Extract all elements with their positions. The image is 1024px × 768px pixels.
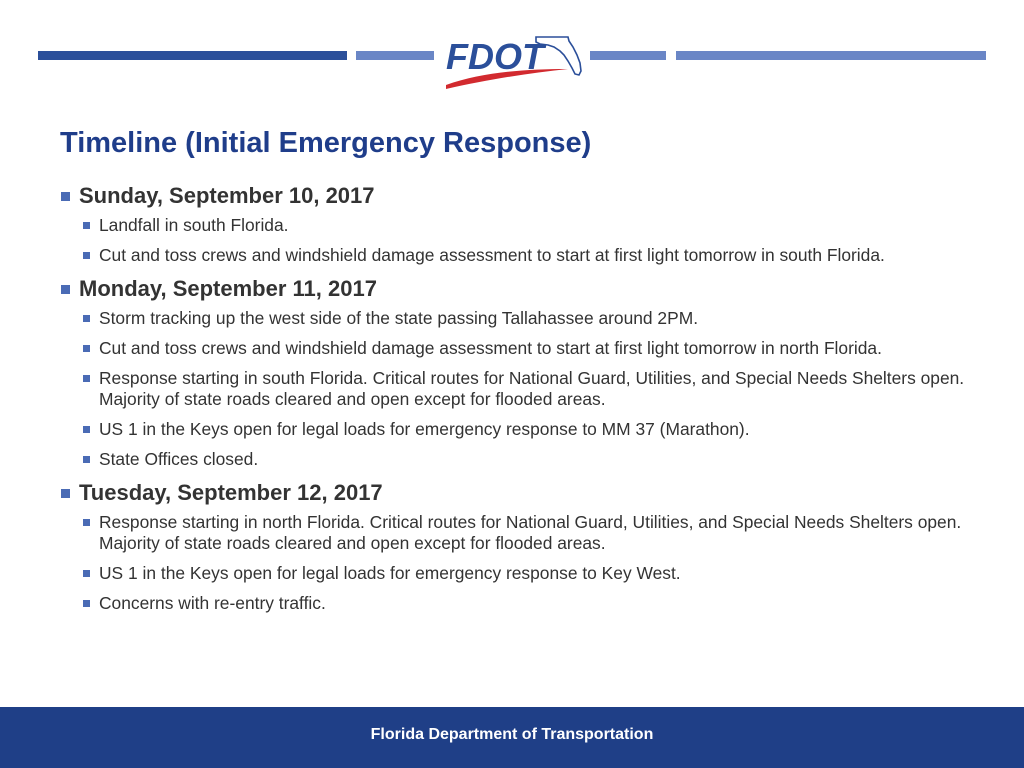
bullet-square-icon bbox=[83, 426, 90, 433]
bullet-square-icon bbox=[83, 570, 90, 577]
header-bar-right-long bbox=[676, 51, 986, 60]
list-item: Response starting in north Florida. Critical routes for National Guard, Utilities, and Special Needs Shelters open. Majority of state roads cleared and open except for flooded areas. bbox=[60, 512, 980, 554]
bullet-square-icon bbox=[83, 315, 90, 322]
bullet-square-icon bbox=[83, 600, 90, 607]
header-bar-right-short bbox=[590, 51, 666, 60]
day-tuesday bbox=[60, 479, 980, 614]
timeline-content bbox=[60, 182, 980, 623]
list-item: Cut and toss crews and windshield damage assessment to start at first light tomorrow in south Florida. bbox=[60, 245, 980, 266]
day-heading: Tuesday, September 12, 2017 bbox=[79, 480, 383, 505]
footer-bar bbox=[0, 707, 1024, 768]
list-item: Concerns with re-entry traffic. bbox=[60, 593, 980, 614]
slide-title: Timeline (Initial Emergency Response) bbox=[60, 127, 592, 159]
bullet-square-icon bbox=[83, 222, 90, 229]
bullet-square-icon bbox=[83, 456, 90, 463]
list-item: State Offices closed. bbox=[60, 449, 980, 470]
day-monday bbox=[60, 275, 980, 470]
day-heading: Sunday, September 10, 2017 bbox=[79, 183, 375, 208]
day-heading: Monday, September 11, 2017 bbox=[79, 276, 377, 301]
logo-text: FDOT bbox=[446, 36, 544, 77]
list-item: Response starting in south Florida. Critical routes for National Guard, Utilities, and Special Needs Shelters open. Majority of state roads cleared and open except for flooded areas. bbox=[60, 368, 980, 410]
list-item: Cut and toss crews and windshield damage assessment to start at first light tomorrow in north Florida. bbox=[60, 338, 980, 359]
header-bar-left bbox=[38, 51, 347, 60]
day-sunday bbox=[60, 182, 980, 266]
bullet-square-icon bbox=[61, 489, 70, 498]
bullet-square-icon bbox=[61, 192, 70, 201]
list-item: US 1 in the Keys open for legal loads for emergency response to Key West. bbox=[60, 563, 980, 584]
bullet-square-icon bbox=[83, 519, 90, 526]
bullet-square-icon bbox=[83, 375, 90, 382]
footer-text: Florida Department of Transportation bbox=[370, 726, 654, 743]
list-item: Landfall in south Florida. bbox=[60, 215, 980, 236]
header-bar-mid bbox=[356, 51, 434, 60]
bullet-square-icon bbox=[83, 252, 90, 259]
list-item: Storm tracking up the west side of the state passing Tallahassee around 2PM. bbox=[60, 308, 980, 329]
bullet-square-icon bbox=[83, 345, 90, 352]
bullet-square-icon bbox=[61, 285, 70, 294]
list-item: US 1 in the Keys open for legal loads for emergency response to MM 37 (Marathon). bbox=[60, 419, 980, 440]
fdot-logo bbox=[440, 25, 588, 91]
